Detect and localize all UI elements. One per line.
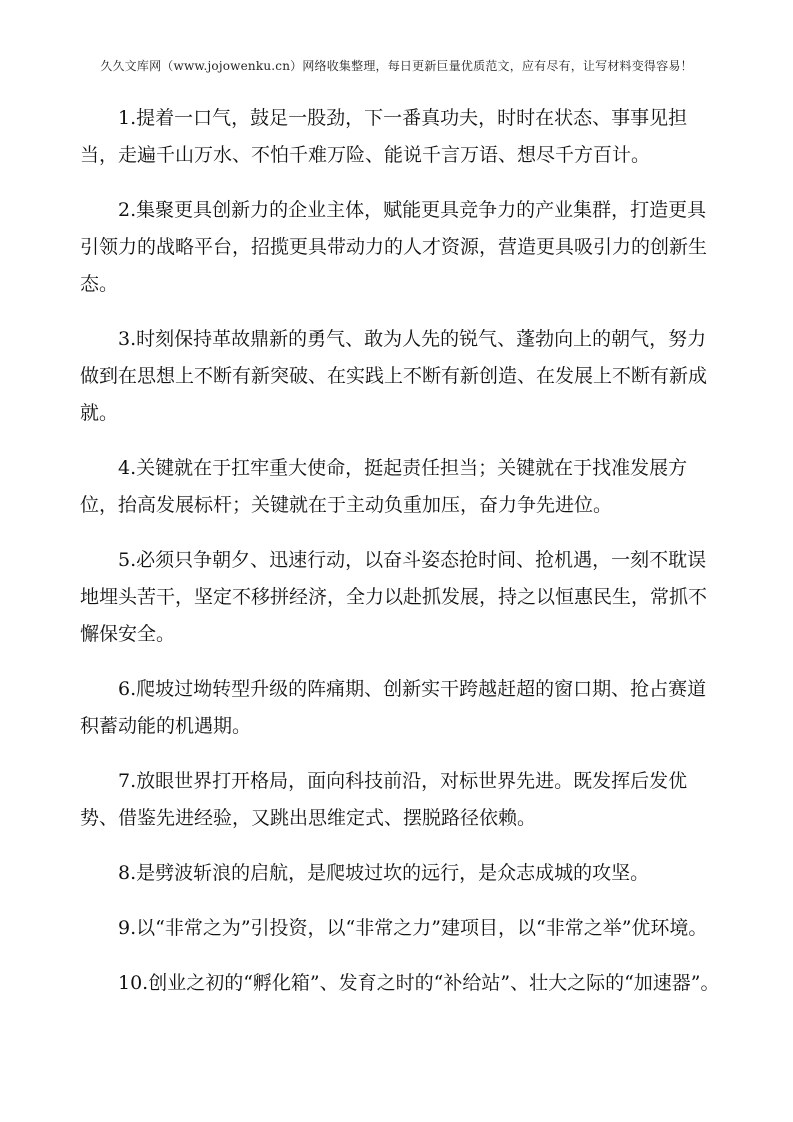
- page-header: 久久文库网（www.jojowenku.cn）网络收集整理，每日更新巨量优质范文，应有尽有，让写材料变得容易！: [100, 59, 693, 73]
- document-body: [80, 100, 720, 1020]
- paragraph-3: 3.时刻保持革故鼎新的勇气、敢为人先的锐气、蓬勃向上的朝气，努力做到在思想上不断有新突破、在实践上不断有新创造、在发展上不断有新成就。: [80, 328, 708, 424]
- paragraph-5: 5.必须只争朝夕、迅速行动，以奋斗姿态抢时间、抢机遇，一刻不耽误地埋头苦干，坚定不移拼经济，全力以赴抓发展，持之以恒惠民生，常抓不懈保安全。: [80, 549, 708, 645]
- paragraph-4: 4.关键就在于扛牢重大使命，挺起责任担当；关键就在于找准发展方位，抬高发展标杆；关键就在于主动负重加压，奋力争先进位。: [80, 457, 688, 516]
- paragraph-6: 6.爬坡过坳转型升级的阵痛期、创新实干跨越赶超的窗口期、抢占赛道积蓄动能的机遇期。: [80, 678, 707, 737]
- paragraph-8: 8.是劈波斩浪的启航，是爬坡过坎的远行，是众志成城的攻坚。: [118, 862, 650, 884]
- paragraph-2: 2.集聚更具创新力的企业主体，赋能更具竞争力的产业集群，打造更具引领力的战略平台，招揽更具带动力的人才资源，营造更具吸引力的创新生态。: [80, 199, 708, 295]
- paragraph-1: 1.提着一口气，鼓足一股劲，下一番真功夫，时时在状态、事事见担当，走遍千山万水、不怕千难万险、能说千言万语、想尽千方百计。: [80, 107, 688, 166]
- paragraph-10: 10.创业之初的“孵化箱”、发育之时的“补给站”、壮大之际的“加速器”。: [118, 972, 720, 994]
- paragraph-9: 9.以“非常之为”引投资，以“非常之力”建项目，以“非常之举”优环境。: [118, 917, 708, 939]
- paragraph-7: 7.放眼世界打开格局，面向科技前沿，对标世界先进。既发挥后发优势、借鉴先进经验，又跳出思维定式、摆脱路径依赖。: [80, 770, 688, 829]
